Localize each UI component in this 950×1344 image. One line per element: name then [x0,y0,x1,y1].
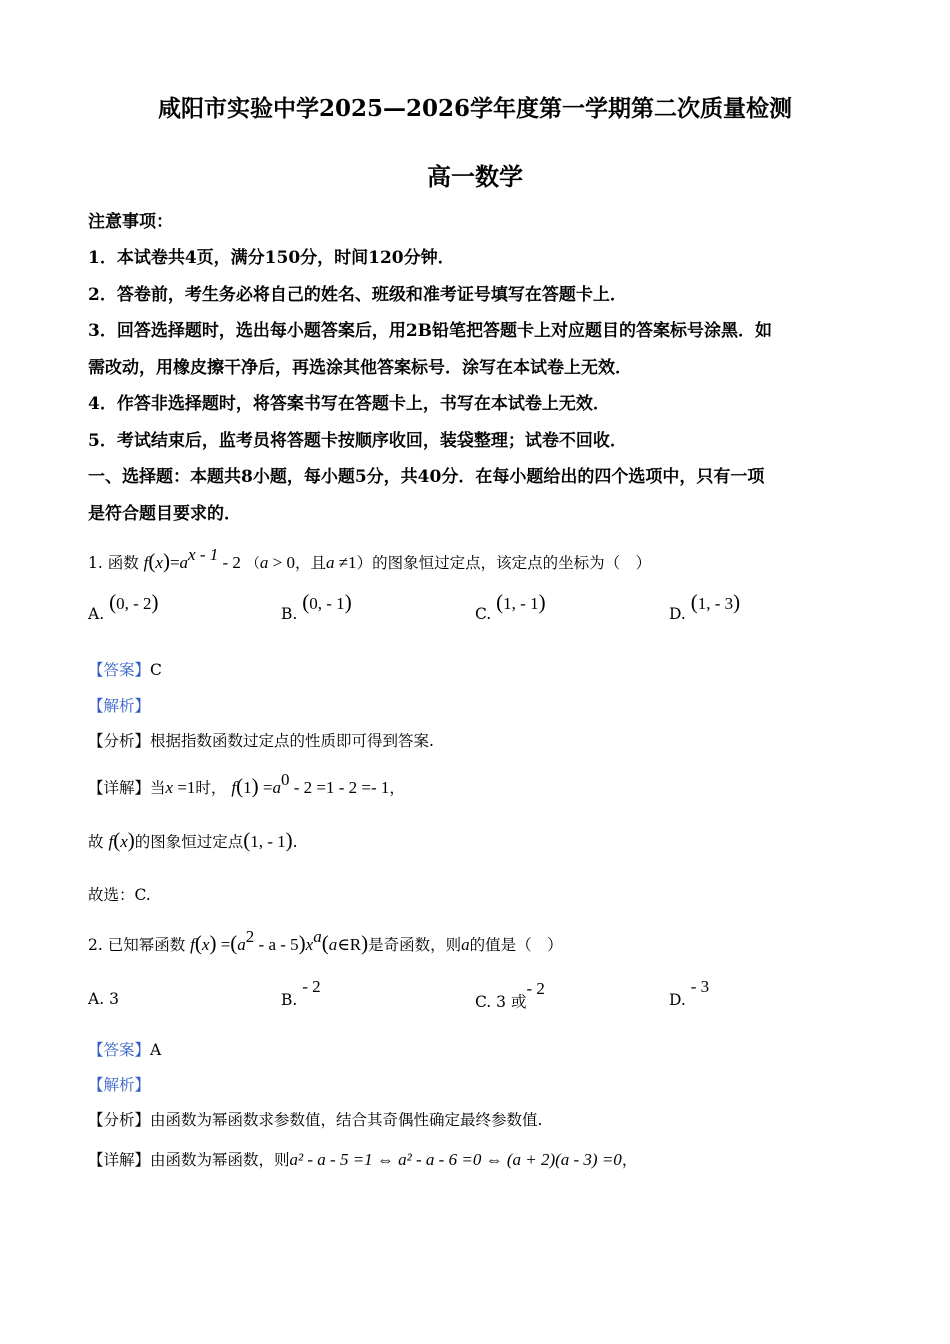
notice-item: 需改动，用橡皮擦干净后，再选涂其他答案标号．涂写在本试卷上无效． [88,358,632,378]
q2-option-d: D. - 3 [669,977,710,1009]
q1-option-a: A. (0, - 2) [88,590,159,623]
q2-answer: 【答案】A [88,1041,162,1059]
question-1: 1. 函数 $f(x)=a^{x - 1} - 2$ （a > 0，且a ≠1）的图象恒过定点，该定点的坐标为（ ） [88,545,652,574]
q1-analysis-tag: 【解析】 [88,697,151,715]
q1-answer: 【答案】C [88,661,162,679]
q2-option-a: A. 3 [88,990,119,1008]
q1-choice: 故选：C. [88,886,151,904]
q1-detail: 【详解】当x =1时， $f(1) =a^0 - 2 =1 - 2 =- 1$， [88,770,405,799]
notice-item: 2．答卷前，考生务必将自己的姓名、班级和准考证号填写在答题卡上． [88,285,627,305]
q1-fenxi: 【分析】根据指数函数过定点的性质即可得到答案. [88,732,434,750]
question-2: 2. 已知幂函数 $f(x) =(a^2 - a$ - $5)x^a(a\in R)$是奇函数，则a的值是（ ） [88,927,563,956]
notice-item: 1．本试卷共4页，满分150分，时间120分钟． [88,248,455,268]
section-heading-cont: 是符合题目要求的． [88,504,241,524]
notice-heading: 注意事项： [88,212,173,232]
q1-option-b: B. (0, - 1) [281,590,352,623]
notice-item: 3．回答选择题时，选出每小题答案后，用2B铅笔把答题卡上对应题目的答案标号涂黑．如 [88,321,773,341]
section-heading: 一、选择题：本题共8小题，每小题5分，共40分．在每小题给出的四个选项中，只有一项 [88,467,765,487]
notice-item: 4．作答非选择题时，将答案书写在答题卡上，书写在本试卷上无效． [88,394,610,414]
q1-option-d: D. (1, - 3) [669,590,741,623]
q2-detail: 【详解】由函数为幂函数，则a² - a - 5 =1 ⇔ a² - a - 6 =0 ⇔ (a + 2)(a - 3) =0， [88,1150,638,1169]
exam-title: 咸阳市实验中学2025—2026学年度第一学期第二次质量检测 [157,95,793,122]
q2-fenxi: 【分析】由函数为幂函数求参数值，结合其奇偶性确定最终参数值. [88,1111,543,1129]
q2-option-c: C. 3 或- 2 [475,979,545,1011]
q2-option-b: B. - 2 [281,977,321,1009]
q1-conclusion: 故 f(x)的图象恒过定点(1, - 1). [88,828,298,852]
q2-analysis-tag: 【解析】 [88,1076,151,1094]
exam-subject: 高一数学 [427,162,523,191]
q1-option-c: C. (1, - 1) [475,590,546,623]
notice-item: 5．考试结束后，监考员将答题卡按顺序收回，装袋整理；试卷不回收． [88,431,627,451]
